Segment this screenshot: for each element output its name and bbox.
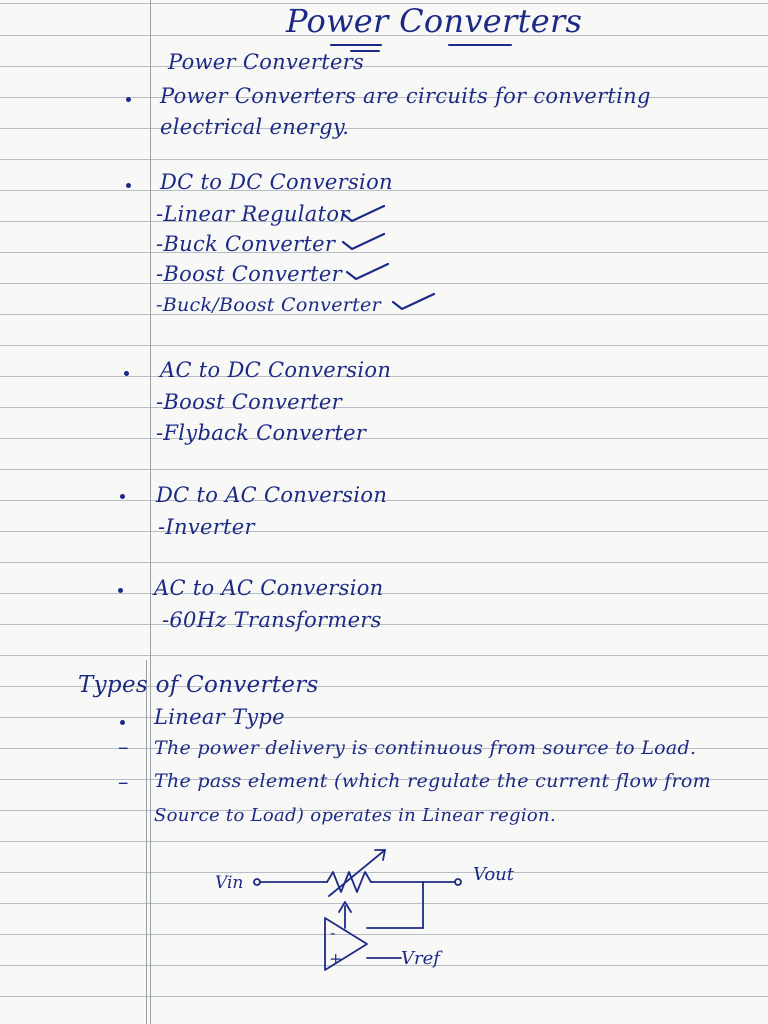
bullet bbox=[120, 494, 125, 499]
list-item: -Buck Converter bbox=[156, 232, 336, 256]
bullet bbox=[118, 588, 123, 593]
list-item: -Inverter bbox=[158, 515, 255, 539]
bullet bbox=[126, 97, 131, 102]
check-mark-icon bbox=[340, 202, 388, 224]
bullet bbox=[124, 371, 129, 376]
section-heading-dc-ac: DC to AC Conversion bbox=[156, 483, 388, 507]
resistor-icon bbox=[327, 872, 371, 892]
dash: – bbox=[118, 770, 129, 794]
margin-line-lower bbox=[146, 660, 147, 1024]
point-1: The power delivery is continuous from source to Load. bbox=[154, 737, 697, 759]
intro-heading: Power Converters bbox=[168, 50, 365, 74]
linear-regulator-circuit bbox=[205, 840, 545, 980]
minus-label: - bbox=[330, 923, 336, 942]
plus-label: + bbox=[329, 949, 343, 968]
linear-type-label: Linear Type bbox=[154, 705, 285, 729]
list-item: -Boost Converter bbox=[156, 390, 342, 414]
list-item: -Buck/Boost Converter bbox=[156, 294, 381, 316]
section-heading-ac-dc: AC to DC Conversion bbox=[160, 358, 392, 382]
title-underline bbox=[330, 44, 382, 46]
vout-label: Vout bbox=[473, 864, 515, 885]
list-item: -60Hz Transformers bbox=[162, 608, 382, 632]
bullet bbox=[120, 720, 125, 725]
vref-label: Vref bbox=[401, 948, 440, 969]
list-item: -Linear Regulator bbox=[156, 202, 350, 226]
list-item: -Flyback Converter bbox=[156, 421, 367, 445]
point-2-line-1: The pass element (which regulate the current flow from bbox=[154, 770, 711, 792]
section-heading-dc-dc: DC to DC Conversion bbox=[160, 170, 393, 194]
variable-arrow bbox=[329, 850, 385, 896]
point-2-line-2: Source to Load) operates in Linear region. bbox=[154, 805, 556, 826]
list-item: -Boost Converter bbox=[156, 262, 342, 286]
page-title: Power Converters bbox=[286, 2, 583, 40]
intro-line-1: Power Converters are circuits for converting bbox=[160, 84, 651, 108]
bullet bbox=[126, 183, 131, 188]
dash: – bbox=[118, 735, 129, 759]
check-mark-icon bbox=[340, 230, 388, 252]
vout-terminal bbox=[455, 879, 461, 885]
types-heading: Types of Converters bbox=[78, 672, 319, 698]
section-heading-ac-ac: AC to AC Conversion bbox=[154, 576, 384, 600]
margin-line bbox=[150, 0, 151, 1024]
intro-line-2: electrical energy. bbox=[160, 115, 350, 139]
check-mark-icon bbox=[344, 260, 392, 282]
title-underline bbox=[448, 44, 512, 46]
check-mark-icon bbox=[390, 290, 438, 312]
vin-label: Vin bbox=[215, 873, 244, 893]
